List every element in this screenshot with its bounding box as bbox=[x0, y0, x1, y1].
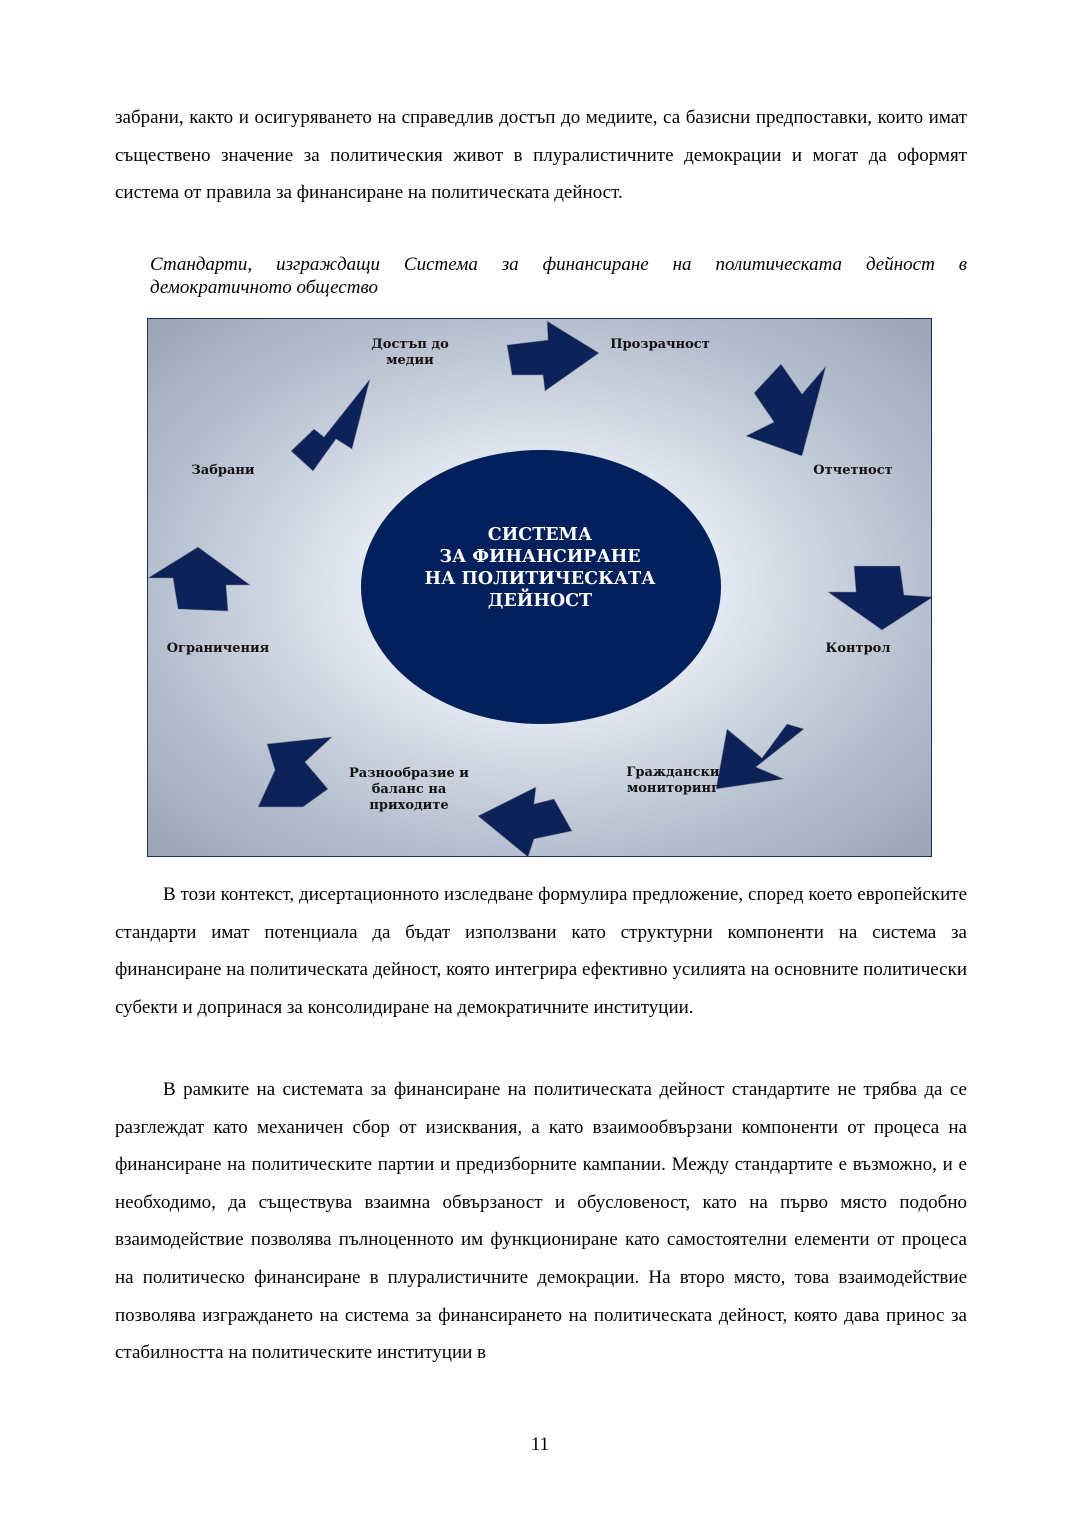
arrow-to-bans bbox=[258, 737, 332, 807]
paragraph-2: В този контекст, дисертационното изследване формулира предложение, според което европейските стандарти имат потенциала да бъдат използвани като структурни компоненти на система за финансиране на политическата дейност, която интегрира ефективно усилията на основните политически субекти и допринася за консолидиране на демократичните институции. bbox=[115, 884, 967, 1018]
caption-line-2: демократичното общество bbox=[150, 277, 378, 298]
label-access-to-media: Достъп до медии bbox=[371, 337, 449, 368]
label-control: Контрол bbox=[825, 641, 891, 656]
financing-system-diagram bbox=[147, 318, 932, 857]
center-title bbox=[363, 524, 717, 612]
page-number: 11 bbox=[530, 1434, 550, 1455]
label-accountability: Отчетност bbox=[813, 463, 893, 478]
center-title-line-2: ЗА ФИНАНСИРАНЕ bbox=[439, 547, 641, 567]
center-title-line-1: СИСТЕМА bbox=[487, 525, 593, 545]
center-title-line-3: НА ПОЛИТИЧЕСКАТА bbox=[424, 569, 656, 589]
label-transparency: Прозрачност bbox=[610, 337, 710, 352]
label-diversity: Разнообразие и баланс на приходите bbox=[349, 766, 469, 813]
figure-caption bbox=[150, 253, 967, 299]
arrow-to-accountability bbox=[746, 364, 826, 456]
paragraph-top: забрани, както и осигуряването на справедлив достъп до медиите, са базисни предпоставки, които имат съществено значение за политическия живот в плуралистичните демокрации и могат да оформят система от правила за финансиране на политическата дейност. bbox=[115, 107, 967, 204]
arrow-to-control bbox=[828, 566, 932, 630]
center-title-line-4: ДЕЙНОСТ bbox=[487, 591, 593, 611]
label-restrictions: Ограничения bbox=[166, 641, 270, 656]
arrow-to-transparency bbox=[507, 321, 599, 391]
label-bans: Забрани bbox=[191, 463, 255, 478]
arrow-to-access-media bbox=[291, 379, 370, 471]
caption-line-1: Стандарти, изграждащи Система за финансиране на политическата дейност в bbox=[150, 254, 967, 275]
arrow-to-restrictions bbox=[148, 547, 250, 611]
paragraph-3: В рамките на системата за финансиране на политическата дейност стандартите не трябва да се разглеждат като механичен сбор от изисквания, а като взаимообвързани компоненти от процеса на финансиране на политическите партии и предизборните кампании. Между стандартите е възможно, и е необходимо, да съществува взаимна обвързаност и обусловеност, като на първо място подобно взаимодействие позволява пълноценното им функциониране като самостоятелни елементи от процеса на политическо финансиране в плуралистичните демокрации. На второ място, това взаимодействие позволява изграждането на система за финансирането на политическата дейност, която дава принос за стабилността на политическите институции в bbox=[115, 1079, 967, 1364]
label-civic-monitoring: Граждански мониторинг bbox=[626, 765, 720, 796]
arrow-to-diversity bbox=[478, 787, 572, 857]
arrow-to-civic-monitoring bbox=[716, 724, 804, 789]
